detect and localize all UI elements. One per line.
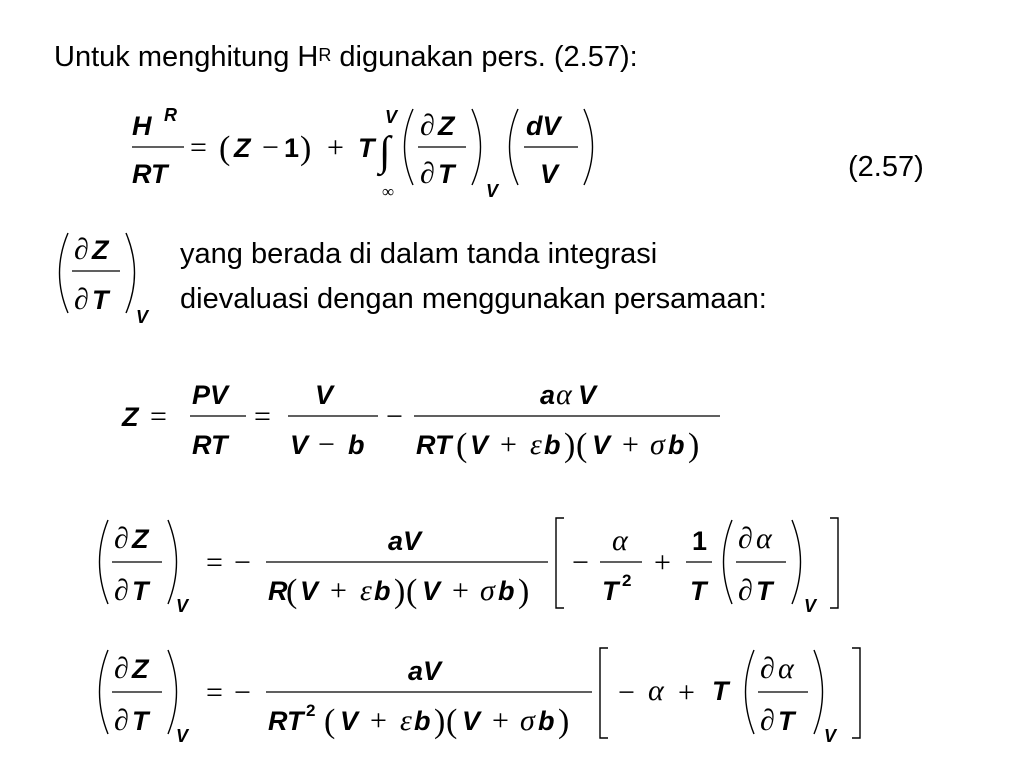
svg-text:Z: Z <box>132 654 149 684</box>
svg-text:T: T <box>712 676 729 706</box>
svg-text:V: V <box>824 726 837 746</box>
svg-text:T: T <box>92 285 109 315</box>
svg-text:RT: RT <box>192 430 228 460</box>
svg-text:−: − <box>318 428 335 461</box>
svg-text:dV: dV <box>526 111 561 141</box>
svg-text:V: V <box>804 596 817 616</box>
svg-text:T: T <box>358 133 375 163</box>
svg-text:b: b <box>374 576 391 606</box>
intro-lead: Untuk menghitung H <box>54 41 319 73</box>
svg-text:−: − <box>234 676 251 709</box>
svg-text:V: V <box>136 307 149 327</box>
svg-text:RT: RT <box>132 159 168 189</box>
svg-text:∂: ∂ <box>738 574 753 607</box>
svg-text:σ: σ <box>480 574 495 607</box>
svg-text:V: V <box>462 706 481 736</box>
equation-2-57 <box>120 95 620 205</box>
svg-text:T: T <box>438 159 455 189</box>
svg-text:∞: ∞ <box>382 182 395 201</box>
svg-text:(: ( <box>456 427 468 464</box>
svg-text:σ: σ <box>520 704 535 737</box>
svg-text:2: 2 <box>306 701 316 720</box>
svg-text:=: = <box>206 546 223 579</box>
svg-text:+: + <box>327 131 344 164</box>
svg-text:∂: ∂ <box>74 283 89 316</box>
svg-text:): ) <box>518 573 530 610</box>
svg-text:T: T <box>690 576 707 606</box>
svg-text:): ) <box>688 427 700 464</box>
svg-text:−: − <box>234 546 251 579</box>
svg-text:=: = <box>150 400 167 433</box>
svg-text:(: ( <box>324 703 336 740</box>
svg-text:Z: Z <box>234 133 251 163</box>
svg-text:∂: ∂ <box>114 652 129 685</box>
svg-text:T: T <box>132 706 149 736</box>
svg-text:∂: ∂ <box>738 522 753 555</box>
svg-text:b: b <box>414 706 431 736</box>
svg-text:V: V <box>315 380 334 410</box>
svg-text:∂: ∂ <box>760 704 775 737</box>
svg-text:): ) <box>434 703 446 740</box>
svg-text:b: b <box>668 430 685 460</box>
svg-text:RT: RT <box>416 430 452 460</box>
svg-text:∂: ∂ <box>114 574 129 607</box>
svg-text:Z: Z <box>92 235 109 265</box>
svg-text:2: 2 <box>622 571 632 590</box>
svg-text:aV: aV <box>388 526 422 556</box>
equation-dzdt-1 <box>88 512 868 622</box>
svg-text:1: 1 <box>692 526 708 556</box>
svg-text:V: V <box>385 107 398 127</box>
svg-text:ε: ε <box>530 428 542 461</box>
explanation-line-1: yang berada di dalam tanda integrasi <box>180 238 658 270</box>
svg-text:ε: ε <box>360 574 372 607</box>
svg-text:∂: ∂ <box>760 652 775 685</box>
svg-text:T: T <box>756 576 773 606</box>
svg-text:−: − <box>262 131 279 164</box>
svg-text:T: T <box>778 706 795 736</box>
svg-text:T: T <box>602 576 619 606</box>
equation-dzdt-2 <box>88 642 888 752</box>
svg-text:(: ( <box>576 427 588 464</box>
svg-text:a: a <box>540 380 556 410</box>
svg-text:α: α <box>756 522 772 555</box>
svg-text:(: ( <box>406 573 418 610</box>
svg-text:V: V <box>300 576 319 606</box>
svg-text:b: b <box>498 576 515 606</box>
svg-text:b: b <box>544 430 561 460</box>
svg-text:T: T <box>132 576 149 606</box>
explanation-line-2: dievaluasi dengan menggunakan persamaan: <box>180 283 767 315</box>
svg-text:+: + <box>370 704 387 737</box>
svg-text:(: ( <box>219 130 231 167</box>
svg-text:+: + <box>330 574 347 607</box>
svg-text:V: V <box>422 576 441 606</box>
svg-text:+: + <box>492 704 509 737</box>
svg-text:α: α <box>612 524 628 557</box>
svg-text:H: H <box>132 111 152 141</box>
svg-text:R: R <box>164 105 177 125</box>
svg-text:V: V <box>470 430 489 460</box>
equation-number: (2.57) <box>848 151 924 183</box>
svg-text:V: V <box>592 430 611 460</box>
svg-text:α: α <box>648 674 664 707</box>
svg-text:+: + <box>452 574 469 607</box>
svg-text:∂: ∂ <box>114 704 129 737</box>
svg-text:V: V <box>578 380 597 410</box>
svg-text:Z: Z <box>132 524 149 554</box>
svg-text:1: 1 <box>284 133 300 163</box>
svg-text:−: − <box>386 400 403 433</box>
svg-text:(: ( <box>446 703 458 740</box>
svg-text:−: − <box>618 676 635 709</box>
svg-text:σ: σ <box>650 428 665 461</box>
svg-text:+: + <box>654 546 671 579</box>
svg-text:V: V <box>340 706 359 736</box>
svg-text:=: = <box>190 131 207 164</box>
intro-tail: digunakan pers. (2.57): <box>331 41 638 73</box>
svg-text:V: V <box>176 596 189 616</box>
svg-text:V: V <box>486 181 499 201</box>
intro-line <box>54 40 638 74</box>
svg-text:+: + <box>678 676 695 709</box>
svg-text:∫: ∫ <box>379 129 391 175</box>
svg-text:aV: aV <box>408 656 442 686</box>
svg-text:): ) <box>300 130 312 167</box>
svg-text:RT: RT <box>268 706 304 736</box>
svg-text:=: = <box>206 676 223 709</box>
svg-text:∂: ∂ <box>74 233 89 266</box>
intro-superscript: R <box>318 45 332 65</box>
svg-text:V: V <box>290 430 309 460</box>
svg-text:V: V <box>176 726 189 746</box>
svg-text:α: α <box>778 652 794 685</box>
svg-text:α: α <box>556 378 572 411</box>
svg-text:∂: ∂ <box>420 157 435 190</box>
svg-text:R: R <box>268 576 288 606</box>
svg-text:=: = <box>254 400 271 433</box>
svg-text:V: V <box>540 159 559 189</box>
svg-text:b: b <box>538 706 555 736</box>
svg-text:Z: Z <box>438 111 455 141</box>
svg-text:+: + <box>622 428 639 461</box>
svg-text:): ) <box>394 573 406 610</box>
partial-derivative-term <box>52 225 172 330</box>
svg-text:(: ( <box>286 573 298 610</box>
svg-text:): ) <box>564 427 576 464</box>
svg-text:): ) <box>558 703 570 740</box>
svg-text:∂: ∂ <box>114 522 129 555</box>
svg-text:−: − <box>572 546 589 579</box>
svg-text:b: b <box>348 430 365 460</box>
svg-text:∂: ∂ <box>420 109 435 142</box>
svg-text:PV: PV <box>192 380 229 410</box>
svg-text:Z: Z <box>122 402 139 432</box>
equation-z-eos <box>120 372 740 472</box>
svg-text:+: + <box>500 428 517 461</box>
svg-text:ε: ε <box>400 704 412 737</box>
